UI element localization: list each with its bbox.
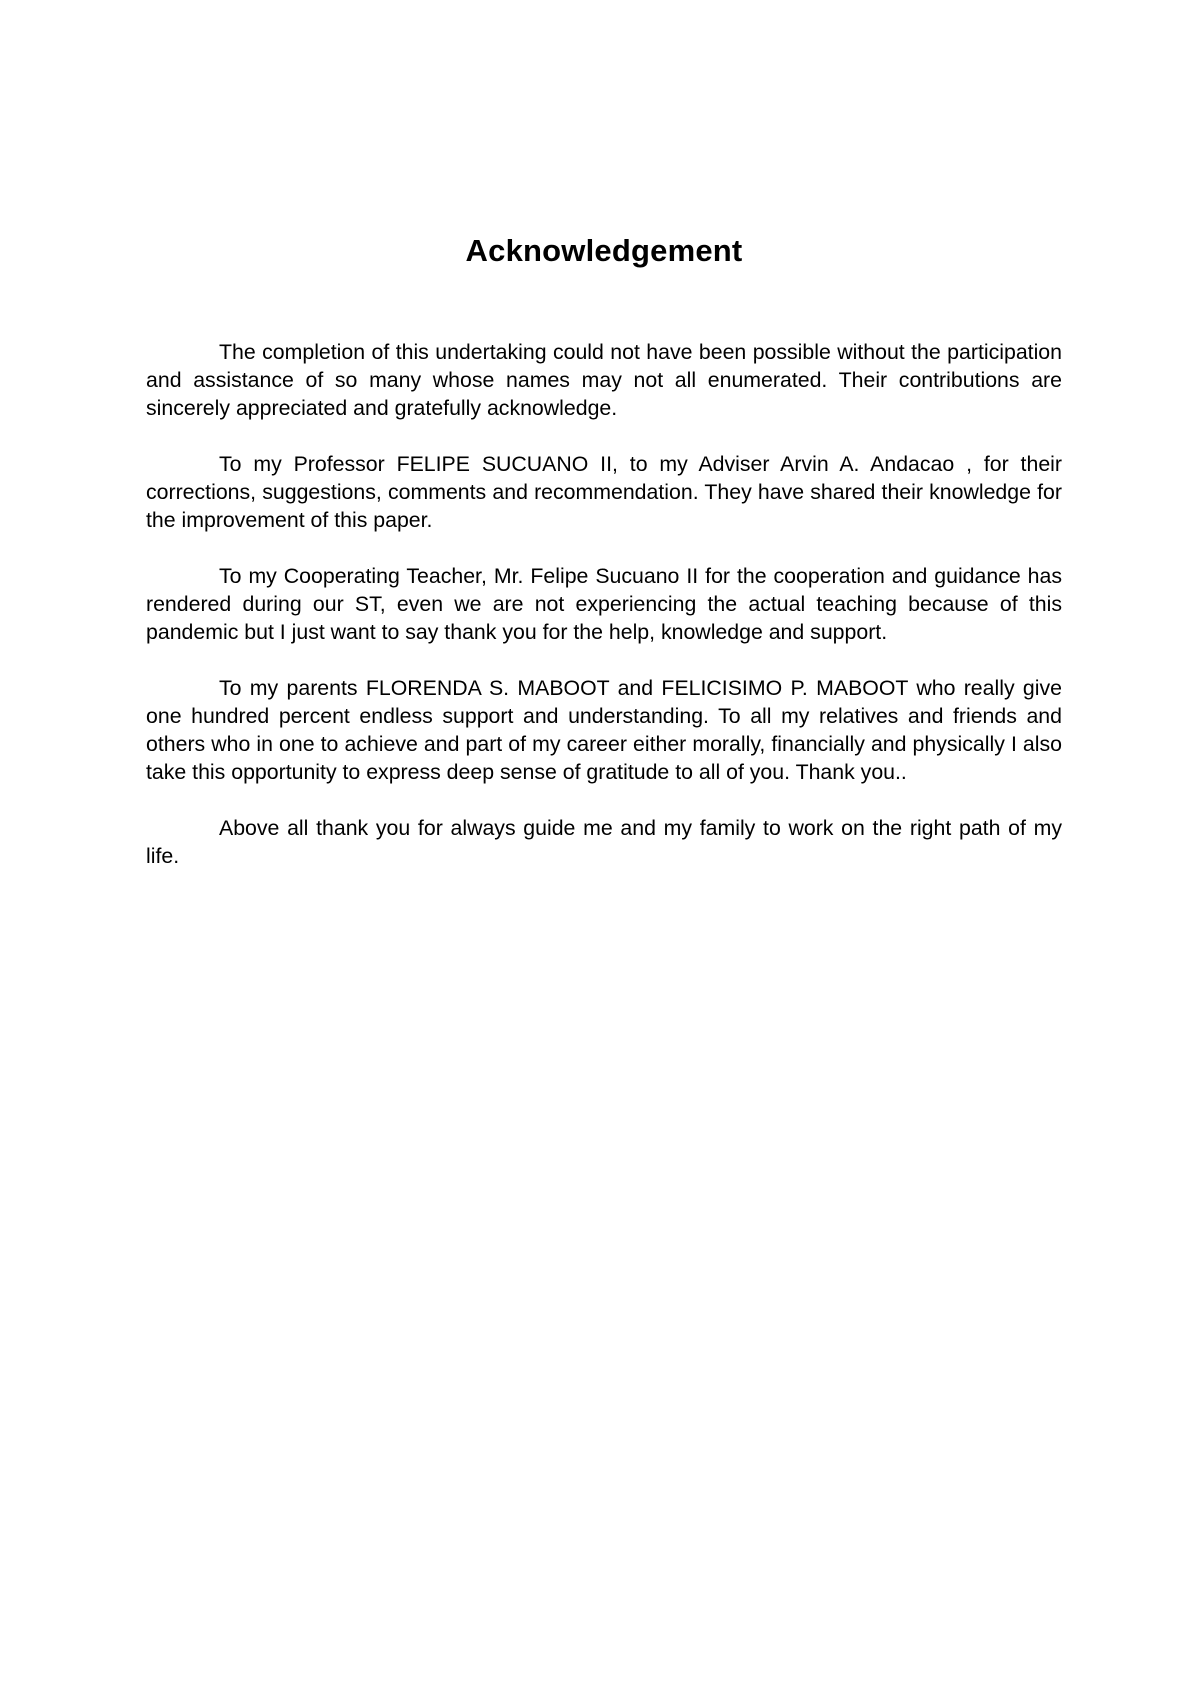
paragraph-professor-adviser: To my Professor FELIPE SUCUANO II, to my Adviser Arvin A. Andacao , for their corrections, suggestions, comments and recommendation. They have shared their knowledge for the improvement of this paper. — [146, 452, 1062, 533]
document-content — [146, 232, 1062, 870]
document-title: Acknowledgement — [465, 233, 743, 268]
paragraph-parents-relatives: To my parents FLORENDA S. MABOOT and FELICISIMO P. MABOOT who really give one hundred percent endless support and understanding. To all my relatives and friends and others who in one to achieve and part of my career either morally, financially and physically I also take this opportunity to express deep sense of gratitude to all of you. Thank you.. — [146, 676, 1062, 785]
paragraph-intro: The completion of this undertaking could not have been possible without the participation and assistance of so many whose names may not all enumerated. Their contributions are sincerely appreciated and gratefully acknowledge. — [146, 340, 1062, 421]
document-body — [146, 338, 1062, 870]
paragraph-cooperating-teacher: To my Cooperating Teacher, Mr. Felipe Sucuano II for the cooperation and guidance has rendered during our ST, even we are not experiencing the actual teaching because of this pandemic but I just want to say thank you for the help, knowledge and support. — [146, 564, 1062, 645]
paragraph-closing: Above all thank you for always guide me and my family to work on the right path of my life. — [146, 816, 1062, 869]
